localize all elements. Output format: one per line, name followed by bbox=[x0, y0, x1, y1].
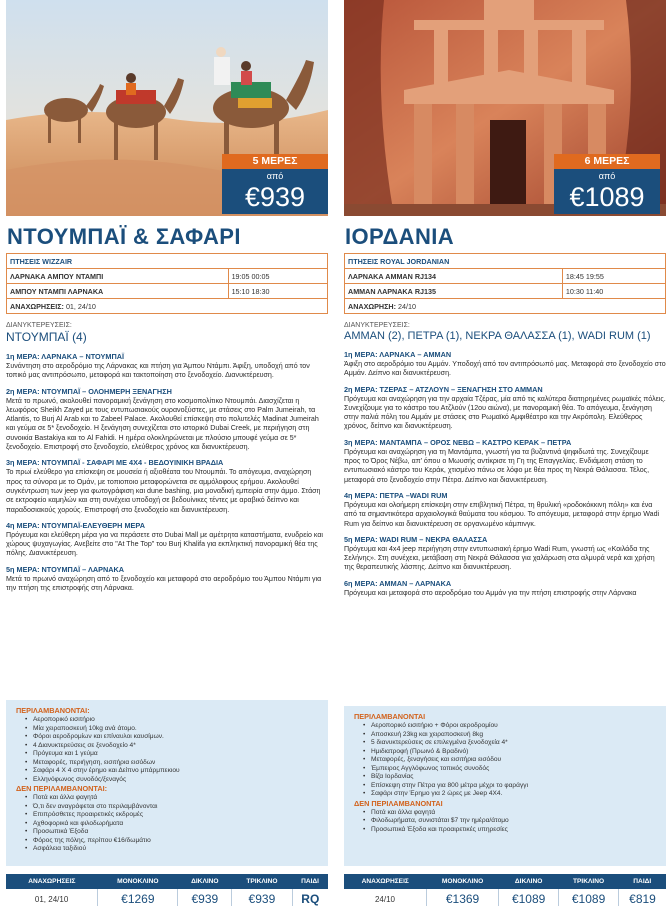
dubai-flight-times: 19:05 00:05 bbox=[228, 269, 327, 284]
jordan-price-from: από bbox=[598, 171, 616, 181]
dubai-prices-table bbox=[6, 874, 328, 906]
price-cell: €1369 bbox=[426, 889, 498, 906]
included-item: • Ημιδιατροφή (Πρωινό & Βραδινό) bbox=[363, 748, 658, 757]
jordan-departures-value: 24/10 bbox=[398, 301, 417, 311]
included-item: • Πρόγευμα και 1 γεύμα bbox=[25, 750, 320, 759]
day-title: 4η ΜΕΡΑ: ΠΕΤΡΑ –WADI RUM bbox=[344, 490, 448, 500]
jordan-title: ΙΟΡΔΑΝΙΑ bbox=[345, 224, 455, 249]
included-item: • Φόροι αεροδρομίων και επίναυλοι καυσίμων. bbox=[25, 733, 320, 742]
excluded-item: • Ασφάλεια ταξιδιού bbox=[25, 845, 320, 854]
day-text: Πρόγευμα και αναχώρηση για την αρχαία Τζέρας, μία από τις καλύτερα διατηρημένες ρωμαϊκές πόλεις. Συνεχίζουμε για το κάστρο του Ατζλούν (12ου αιώνα), με πανοραμική θέα. Το απόγευμα, ξενάγηση στην παλιά πόλη του Αμμάν με στάσεις στο Ρωμαϊκό Αμφιθέατρο και την Ακρόπολη. Ελεύθερος χρόνος, δείπνο και διανυκτέρευση. bbox=[344, 394, 666, 431]
jordan-flights-table bbox=[344, 253, 666, 314]
included-item: • Αεροπορικό εισιτήριο bbox=[25, 716, 320, 725]
day-title: 5η ΜΕΡΑ: WADI RUM – ΝΕΚΡΑ ΘΑΛΑΣΣΑ bbox=[344, 534, 488, 544]
included-item: • 5 διανυκτερεύσεις σε επιλεγμένα ξενοδοχεία 4* bbox=[363, 739, 658, 748]
included-item: • Βίζα Ιορδανίας bbox=[363, 773, 658, 782]
excluded-item: • Ποτά και άλλα φαγητά bbox=[25, 794, 320, 803]
excluded-item: • Αχθοφορικά και φιλοδωρήματα bbox=[25, 820, 320, 829]
included-item: • Ελληνόφωνος συνοδός/ξεναγός bbox=[25, 776, 320, 785]
itinerary-day bbox=[6, 352, 328, 381]
excluded-item: • Ποτά και άλλα φαγητά bbox=[363, 809, 658, 818]
included-item: • Μεταφορές, ξεναγήσεις και εισιτήρια εισόδου bbox=[363, 756, 658, 765]
itinerary-day bbox=[6, 387, 328, 453]
included-item: • Σαφάρι 4 Χ 4 στην έρημο και Δείπνο μπάρμπεκιου bbox=[25, 767, 320, 776]
day-title: 2η ΜΕΡΑ: ΝΤΟΥΜΠΑΪ – ΟΛΟΗΜΕΡΗ ΞΕΝΑΓΗΣΗ bbox=[6, 386, 172, 396]
excluded-list bbox=[25, 794, 320, 854]
included-heading: ΠΕΡΙΛΑΜΒΑΝΟΝΤΑΙ: bbox=[16, 706, 90, 715]
dubai-departures bbox=[7, 299, 328, 314]
included-item: • 4 Διανυκτερεύσεις σε ξενοδοχείο 4* bbox=[25, 742, 320, 751]
dubai-stays-label: ΔΙΑΝΥΚΤΕΡΕΥΣΕΙΣ: bbox=[6, 322, 72, 329]
itinerary-day bbox=[344, 579, 666, 598]
excluded-item: • Φιλοδωρήματα, συνιστάται $7 την ημέρα/άτομο bbox=[363, 817, 658, 826]
dubai-flight-route: ΑΜΠΟΥ ΝΤΑΜΠΙ ΛΑΡΝΑΚΑ bbox=[7, 284, 229, 299]
jordan-price-box bbox=[554, 169, 660, 214]
price-cell: RQ bbox=[301, 892, 320, 906]
day-text: Το πρωί ελεύθερο για επίσκεψη σε μουσεία ή αξιοθέατα του Ντουμπάι. Το απόγευμα, αναχώρηση προς τα σύνορα με το Ομάν, με τοπιοποιο μεταφορώνεται σε αμμόλοφους ερήμου. Ακολουθεί συγκέντρωση των jeep για φωτογράφιση και dune bashing, μια μοναδική εμπειρία στην άμμο. Στάση σε εκτροφείο καμηλών και στη συνέχεια υποδοχή σε βεδουίνικες τέντες με αραβικό δείπνο και παραδοσιακούς χορούς. Επιστροφή στο ξενοδοχείο και διανυκτέρευση. bbox=[6, 468, 321, 514]
day-title: 4η ΜΕΡΑ: ΝΤΟΥΜΠΑΪ-ΕΛΕΥΘΕΡΗ ΜΕΡΑ bbox=[6, 520, 145, 530]
excluded-item: • Φόρος της πόλης, περίπου €16/δωμάτιο bbox=[25, 837, 320, 846]
dubai-stays: ΝΤΟΥΜΠΑΪ (4) bbox=[6, 330, 87, 344]
jordan-price: €1089 bbox=[569, 182, 645, 212]
day-text: Πρόγευμα και ελεύθερη μέρα για να περάσετε στο Dubai Mall με αμέτρητα καταστήματα, ενυδρείο και χώρους ψυχαγωγίας. Ανεβείτε στο "At The Top" του Burj Khalifa για εκπληκτική πανοραμική θέα της πόλης. Διανυκτέρευση. bbox=[6, 530, 324, 558]
excluded-list bbox=[363, 809, 658, 835]
included-list bbox=[363, 722, 658, 799]
included-item: • Σαφάρι στην Έρημο για 2 ώρες με Jeep 4X4. bbox=[363, 790, 658, 799]
included-item: • Μεταφορές, περιήγηση, εισιτήρια εισόδων bbox=[25, 759, 320, 768]
day-title: 5η ΜΕΡΑ: ΝΤΟΥΜΠΑΪ – ΛΑΡΝΑΚΑ bbox=[6, 564, 125, 574]
jordan-departures bbox=[345, 299, 666, 314]
dubai-price: €939 bbox=[244, 182, 306, 212]
dubai-price-box bbox=[222, 169, 328, 214]
day-text: Άφιξη στο αεροδρόμιο του Αμμάν. Υποδοχή από τον αντιπρόσωπό μας. Μεταφορά στο ξενοδοχείο στο Αμμάν. Δείπνο και διανυκτέρευση. bbox=[344, 360, 666, 378]
jordan-offer bbox=[344, 0, 666, 906]
jordan-stays: ΑΜΜΑΝ (2), ΠΕΤΡΑ (1), ΝΕΚΡΑ ΘΑΛΑΣΣΑ (1), WADI RUM (1) bbox=[344, 330, 651, 342]
price-cell: 01, 24/10 bbox=[6, 889, 98, 906]
day-title: 2η ΜΕΡΑ: ΤΖΕΡΑΣ – ΑΤΖΛΟΥΝ – ΞΕΝΑΓΗΣΗ ΣΤΟ ΑΜΜΑΝ bbox=[344, 384, 543, 394]
petra-photo bbox=[344, 0, 666, 216]
jordan-departures-label: ΑΝΑΧΩΡΗΣΗ: bbox=[348, 301, 397, 311]
dubai-flights-header: ΠΤΗΣΕΙΣ WIZZAIR bbox=[7, 254, 328, 269]
price-cell: €939 bbox=[178, 889, 232, 906]
day-title: 3η ΜΕΡΑ: ΜΑΝΤΑΜΠΑ – ΟΡΟΣ ΝΕΒΩ – ΚΑΣΤΡΟ ΚΕΡΑΚ – ΠΕΤΡΑ bbox=[344, 437, 572, 447]
price-header: ΠΑΙΔΙ bbox=[292, 874, 328, 889]
jordan-price-tag bbox=[554, 154, 660, 214]
price-header: ΜΟΝΟΚΛΙΝΟ bbox=[426, 874, 498, 889]
included-item: • Αποσκευή 23kg και χειραποσκευή 8kg bbox=[363, 731, 658, 740]
excluded-item: • Επιπρόσθετες προαιρετικές εκδρομές bbox=[25, 811, 320, 820]
day-text: Πρόγευμα και ολοήμερη επίσκεψη στην επιβλητική Πέτρα, τη θρυλική «ροδοκόκκινη πόλη» και ένα από τα σημαντικότερα αρχαιολογικά θαύματα του κόσμου. Το απόγευμα, μεταφορά στην έρημο Wadi Rum για δείπνο και διανυκτέρευση σε οργανωμένο κάμπινγκ. bbox=[344, 500, 660, 528]
dubai-departures-value: 01, 24/10 bbox=[65, 301, 96, 311]
jordan-flight-times: 18:45 19:55 bbox=[562, 269, 665, 284]
dubai-flight-times: 15:10 18:30 bbox=[228, 284, 327, 299]
dubai-price-from: από bbox=[266, 171, 284, 181]
itinerary-day bbox=[344, 491, 666, 529]
dubai-title: ΝΤΟΥΜΠΑΪ & ΣΑΦΑΡΙ bbox=[7, 224, 241, 249]
dubai-flights-table bbox=[6, 253, 328, 314]
day-text: Πρόγευμα και 4x4 jeep περιήγηση στην εντυπωσιακή έρημο Wadi Rum, γνωστή ως «Κοιλάδα της Σελήνης». Στη συνέχεια, μετάβαση στη Νεκρά Θάλασσα για χαλάρωση στα αλμυρά νερά και χρήση της θεραπευτικής λάσπης. Δείπνο και διανυκτέρευση. bbox=[344, 544, 655, 572]
day-text: Πρόγευμα και μεταφορά στο αεροδρόμιο του Αμμάν για την πτήση επιστροφής στην Λάρνακα bbox=[344, 588, 637, 597]
dubai-days-badge: 5 ΜΕΡΕΣ bbox=[222, 154, 328, 169]
excluded-heading: ΔΕΝ ΠΕΡΙΛΑΜΒΑΝΟΝΤΑΙ: bbox=[16, 784, 108, 793]
day-title: 6η ΜΕΡΑ: ΑΜΜΑΝ – ΛΑΡΝΑΚΑ bbox=[344, 578, 452, 588]
excluded-item: • Προσωπικά Έξοδα και προαιρετικές υπηρεσίες bbox=[363, 826, 658, 835]
jordan-prices-table bbox=[344, 874, 666, 906]
itinerary-day bbox=[6, 521, 328, 559]
included-item: • Αεροπορικό εισιτήριο + Φόροι αεροδρομίου bbox=[363, 722, 658, 731]
price-cell: €939 bbox=[232, 889, 292, 906]
included-item: • Επίσκεψη στην Πέτρα για 800 μέτρα μέχρι το φαράγγι bbox=[363, 782, 658, 791]
price-header: ΠΑΙΔΙ bbox=[619, 874, 666, 889]
price-header: ΑΝΑΧΩΡΗΣΕΙΣ bbox=[6, 874, 98, 889]
price-cell: €1089 bbox=[559, 889, 619, 906]
jordan-stays-label: ΔΙΑΝΥΚΤΕΡΕΥΣΕΙΣ: bbox=[344, 322, 410, 329]
included-item: • Έμπειρος Αγγλόφωνος τοπικός συνοδός bbox=[363, 765, 658, 774]
jordan-flight-times: 10:30 11:40 bbox=[562, 284, 665, 299]
jordan-flight-route: ΑΜΜΑΝ ΛΑΡΝΑΚΑ RJ135 bbox=[345, 284, 563, 299]
day-text: Μετά το πρωινό, ακολουθεί πανοραμική ξενάγηση στο κοσμοπολίτικο Ντουμπάι. Διασχίζεται η λεωφόρος Sheikh Zayed με τους εντυπωσιακούς ουρανοξύστες, με στάσεις στο Palm Jumeirah, τα Atlantis, το Burj Al Arab και το Zabeel Palace. Ακολουθεί επίσκεψη στο πολυτελές Madinat Jumeirah και γεύμα σε 5* ξενοδοχείο. Η ξενάγηση συνεχίζεται στο ιστορικό Dubai Creek, με περιήγηση στη συνοικία Bastakiya και το Al Fahidi. Η ημέρα ολοκληρώνεται με πλούσιο μπουφέ γεύμα σε 5* ξενοδοχείο. Επιστροφή στο ξενοδοχείο, ελεύθερος χρόνος και διανυκτέρευση. bbox=[6, 396, 319, 452]
included-item: • Μία χειραποσκευή 10kg ανά άτομο. bbox=[25, 725, 320, 734]
price-header: ΔΙΚΛΙΝΟ bbox=[499, 874, 559, 889]
day-title: 3η ΜΕΡΑ: ΝΤΟΥΜΠΑΪ - ΣΑΦΑΡΙ ΜΕ 4Χ4 - ΒΕΔΟΥΙΝΙΚΗ ΒΡΑΔΙΑ bbox=[6, 458, 224, 468]
price-header: ΜΟΝΟΚΛΙΝΟ bbox=[98, 874, 178, 889]
day-title: 1η ΜΕΡΑ: ΛΑΡΝΑΚΑ – ΑΜΜΑΝ bbox=[344, 350, 452, 359]
day-title: 1η ΜΕΡΑ: ΛΑΡΝΑΚΑ – ΝΤΟΥΜΠΑΪ bbox=[6, 352, 125, 361]
dubai-price-tag bbox=[222, 154, 328, 214]
itinerary-day bbox=[6, 458, 328, 514]
included-list bbox=[25, 716, 320, 784]
excluded-item: • Προσωπικά Έξοδα bbox=[25, 828, 320, 837]
dubai-offer bbox=[6, 0, 328, 906]
excluded-heading: ΔΕΝ ΠΕΡΙΛΑΜΒΑΝΟΝΤΑΙ bbox=[354, 798, 443, 808]
price-cell: €819 bbox=[629, 892, 656, 906]
price-cell: €1269 bbox=[98, 889, 178, 906]
itinerary-day bbox=[344, 535, 666, 573]
price-header: ΤΡΙΚΛΙΝΟ bbox=[559, 874, 619, 889]
price-header: ΔΙΚΛΙΝΟ bbox=[178, 874, 232, 889]
itinerary-day bbox=[344, 385, 666, 432]
dubai-camel-photo bbox=[6, 0, 328, 216]
excluded-item: • Ό,τι δεν αναγράφεται στο περιλαμβάνονται bbox=[25, 803, 320, 812]
dubai-flight-route: ΛΑΡΝΑΚΑ ΑΜΠΟΥ ΝΤΑΜΠΙ bbox=[7, 269, 229, 284]
price-cell: €1089 bbox=[499, 889, 559, 906]
itinerary-day bbox=[344, 350, 666, 379]
itinerary-day bbox=[344, 438, 666, 485]
day-text: Συνάντηση στο αεροδρόμιο της Λάρνακας και πτήση για Άμπου Ντάμπι. Άφιξη, υποδοχή από τον τοπικό μας αντιπρόσωπο, μεταφορά και τακτοποίηση στο ξενοδοχείο. Διανυκτέρευση. bbox=[6, 362, 310, 380]
itinerary-day bbox=[6, 565, 328, 594]
price-header: ΑΝΑΧΩΡΗΣΕΙΣ bbox=[344, 874, 426, 889]
dubai-departures-label: ΑΝΑΧΩΡΗΣΕΙΣ: bbox=[10, 301, 64, 311]
day-text: Πρόγευμα και αναχώρηση για τη Μαντάμπα, γνωστή για τα βυζαντινά ψηφιδωτά της. Συνεχίζουμε προς το Όρος Νέβω, απ' όπου ο Μωυσής αντίκρισε τη Γη της Επαγγελίας. Ενδιάμεση στάση το εντυπωσιακό κάστρο του Κεράκ, χτισμένο πάνω σε λόφο με θέα προς τη Νεκρά Θάλασσα. Τέλος, μεταφορά στο ξενοδοχείο στην Πέτρα. Δείπνο και διανυκτέρευση. bbox=[344, 447, 650, 484]
price-cell: 24/10 bbox=[344, 889, 426, 906]
jordan-days-badge: 6 ΜΕΡΕΣ bbox=[554, 154, 660, 169]
dubai-inclusions-box bbox=[6, 700, 328, 866]
jordan-flight-route: ΛΑΡΝΑΚΑ ΑΜΜΑΝ RJ134 bbox=[345, 269, 563, 284]
price-header: ΤΡΙΚΛΙΝΟ bbox=[232, 874, 292, 889]
jordan-flights-header: ΠΤΗΣΕΙΣ ROYAL JORDANIAN bbox=[345, 254, 666, 269]
jordan-inclusions-box bbox=[344, 706, 666, 866]
included-heading: ΠΕΡΙΛΑΜΒΑΝΟΝΤΑΙ bbox=[354, 712, 426, 721]
day-text: Μετά το πρωινό αναχώρηση από το ξενοδοχείο και μεταφορά στο αεροδρόμιο του Άμπου Ντάμπι για την πτήση της επιστροφής στη Λάρνακα. bbox=[6, 574, 322, 593]
